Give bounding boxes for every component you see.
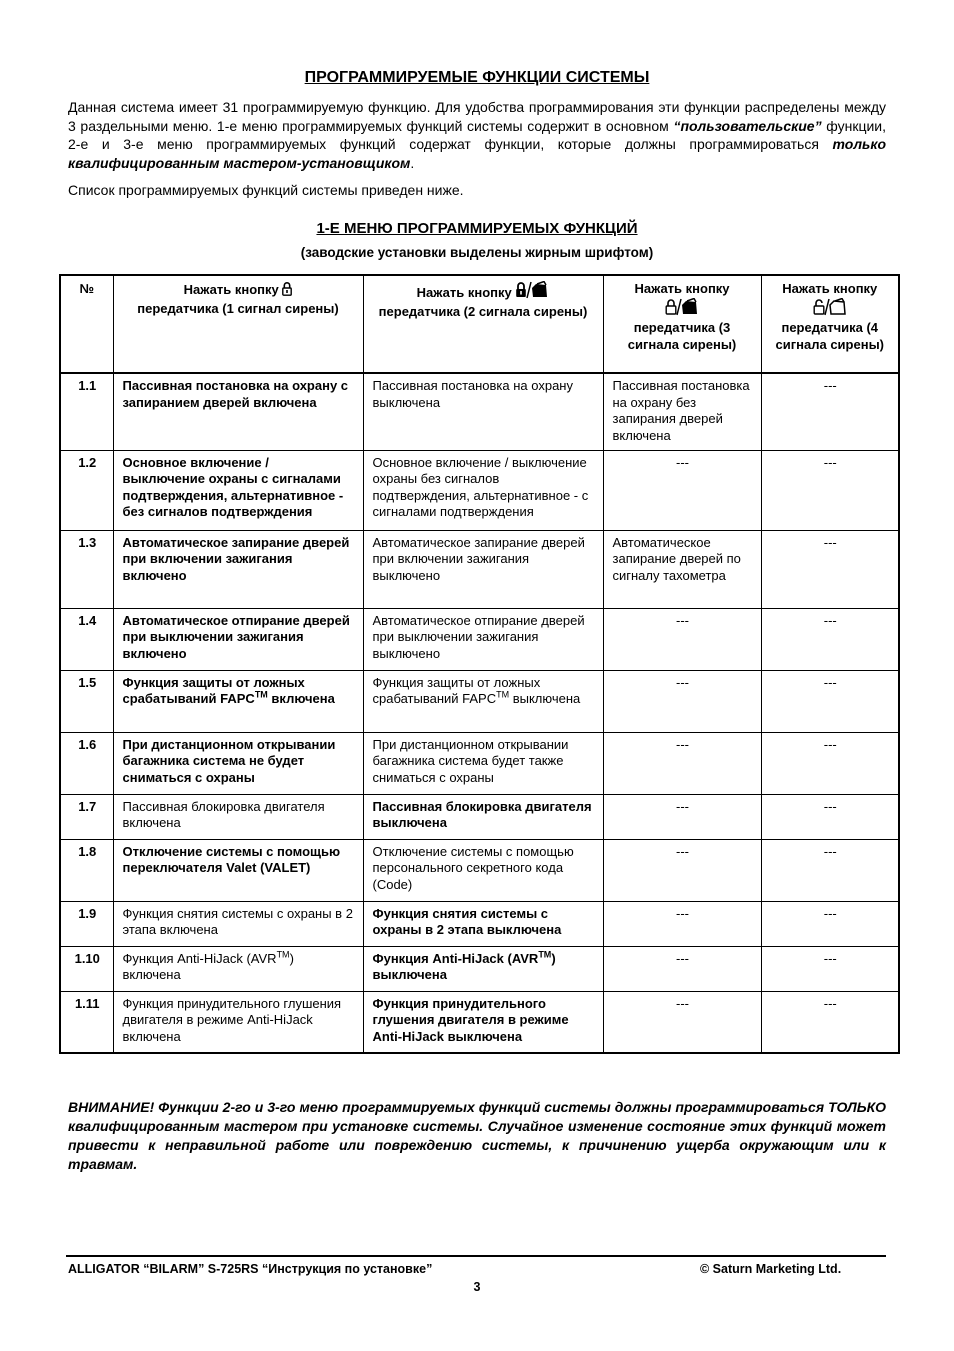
row-option-4: ---: [761, 794, 899, 839]
row-option-1: Автоматическое отпирание дверей при выключении зажигания включено: [113, 608, 363, 670]
row-option-2: Пассивная блокировка двигателя выключена: [363, 794, 603, 839]
header-col1-press: Нажать кнопку: [183, 282, 279, 297]
table-row: [60, 608, 899, 670]
page-number: 3: [473, 1280, 481, 1294]
row-option-3: ---: [603, 608, 761, 670]
table-row: [60, 794, 899, 839]
header-col4: [761, 275, 899, 373]
trademark-mark: TM: [496, 689, 510, 700]
header-col2-press: Нажать кнопку: [416, 285, 512, 300]
table-row: [60, 670, 899, 732]
row-option-3: ---: [603, 946, 761, 991]
row-option-1: При дистанционном открывании багажника система не будет сниматься с охраны: [113, 732, 363, 794]
row-num: 1.9: [60, 901, 113, 946]
menu-subtitle: (заводские установки выделены жирным шрифтом): [300, 245, 654, 260]
row-option-3: ---: [603, 670, 761, 732]
table-row: [60, 991, 899, 1053]
page-title: ПРОГРАММИРУЕМЫЕ ФУНКЦИИ СИСТЕМЫ: [304, 69, 650, 86]
row-option-1: [113, 670, 363, 732]
row-option-3: ---: [603, 450, 761, 530]
row-num: 1.5: [60, 670, 113, 732]
row-num: 1.1: [60, 373, 113, 450]
footer-divider: [66, 1255, 886, 1257]
row-option-2: Автоматическое запирание дверей при включении зажигания выключено: [363, 530, 603, 608]
fapc-text: Функция защиты от ложных срабатываний FAPC: [372, 674, 541, 706]
row-option-3: ---: [603, 901, 761, 946]
header-col2: [363, 275, 603, 373]
table-row: [60, 530, 899, 608]
row-option-1: Пассивная блокировка двигателя включена: [113, 794, 363, 839]
row-num: 1.2: [60, 450, 113, 530]
fapc-state: включена: [267, 691, 335, 706]
trademark-mark: TM: [538, 949, 552, 960]
fapc-state: выключена: [509, 691, 581, 706]
row-option-3: ---: [603, 839, 761, 901]
row-option-4: ---: [761, 991, 899, 1053]
row-option-4: ---: [761, 530, 899, 608]
functions-table: [59, 274, 900, 1054]
trademark-mark: TM: [254, 689, 268, 700]
row-option-1: Автоматическое запирание дверей при включении зажигания включено: [113, 530, 363, 608]
table-row: [60, 373, 899, 450]
row-option-4: ---: [761, 670, 899, 732]
menu-title: 1-Е МЕНЮ ПРОГРАММИРУЕМЫХ ФУНКЦИЙ: [316, 220, 638, 237]
row-option-2: [363, 946, 603, 991]
header-col3: [603, 275, 761, 373]
row-option-4: ---: [761, 946, 899, 991]
lock-trunk-outline-icon: [665, 298, 699, 321]
row-num: 1.6: [60, 732, 113, 794]
row-option-4: ---: [761, 608, 899, 670]
header-col3-rest: передатчика (3 сигнала сирены): [627, 320, 737, 352]
row-option-2: При дистанционном открывании багажника система будет также сниматься с охраны: [363, 732, 603, 794]
row-option-2: Пассивная постановка на охрану выключена: [363, 373, 603, 450]
table-row: [60, 901, 899, 946]
header-num: №: [60, 275, 113, 373]
header-col4-rest: передатчика (4 сигнала сирены): [775, 320, 884, 352]
list-note: Список программируемых функций системы приведен ниже.: [68, 182, 464, 198]
row-option-3: Автоматическое запирание дверей по сигналу тахометра: [603, 530, 761, 608]
intro-text-2: функции, 2-е и 3-е меню программируемых функций содержат функции, которые должны программироваться: [68, 117, 886, 152]
table-row: [60, 450, 899, 530]
intro-emphasis-1: “пользовательские”: [673, 117, 822, 134]
row-num: 1.3: [60, 530, 113, 608]
row-num: 1.11: [60, 991, 113, 1053]
row-option-1: Функция принудительного глушения двигателя в режиме Anti-HiJack включена: [113, 991, 363, 1053]
avr-text: Функция Anti-HiJack (AVR: [122, 950, 277, 966]
row-option-1: [113, 946, 363, 991]
row-option-4: ---: [761, 901, 899, 946]
row-num: 1.7: [60, 794, 113, 839]
header-col1-rest: передатчика (1 сигнал сирены): [137, 300, 339, 316]
row-num: 1.8: [60, 839, 113, 901]
row-option-2: Функция снятия системы с охраны в 2 этапа выключена: [363, 901, 603, 946]
row-option-1: Функция снятия системы с охраны в 2 этапа включена: [113, 901, 363, 946]
row-option-1: Основное включение / выключение охраны с сигналами подтверждения, альтернативное - без сигналов подтверждения: [113, 450, 363, 530]
row-option-4: ---: [761, 839, 899, 901]
table-row: [60, 946, 899, 991]
intro-paragraph: [68, 98, 886, 172]
fapc-text: Функция защиты от ложных срабатываний FAPC: [122, 674, 305, 706]
trademark-mark: TM: [276, 949, 290, 960]
row-option-4: ---: [761, 373, 899, 450]
header-col1: [113, 275, 363, 373]
header-col4-press: Нажать кнопку: [782, 281, 878, 296]
unlock-trunk-icon: [813, 298, 847, 321]
row-option-4: ---: [761, 732, 899, 794]
table-row: [60, 839, 899, 901]
row-option-2: Отключение системы с помощью персонального секретного кода (Code): [363, 839, 603, 901]
footer-document-title: ALLIGATOR “BILARM” S-725RS “Инструкция по установке”: [68, 1262, 433, 1276]
row-option-1: Отключение системы с помощью переключателя Valet (VALET): [113, 839, 363, 901]
row-option-3: Пассивная постановка на охрану без запирания дверей включена: [603, 373, 761, 450]
row-option-2: [363, 670, 603, 732]
lock-trunk-icon: [515, 281, 549, 304]
row-option-3: ---: [603, 732, 761, 794]
intro-emphasis-2: только квалифицированным мастером-установщиком: [68, 136, 886, 171]
intro-text-1: Данная система имеет 31 программируемую функцию. Для удобства программирования эти функции распределены между 3 раздельными меню. 1-е меню программируемых функций системы содержит в основном: [68, 99, 886, 134]
avr-state: ) включена: [122, 950, 294, 982]
header-col2-rest: передатчика (2 сигнала сирены): [378, 303, 588, 319]
row-option-4: ---: [761, 450, 899, 530]
row-option-1: Пассивная постановка на охрану с запиранием дверей включена: [113, 373, 363, 450]
table-header-row: [60, 275, 899, 373]
row-num: 1.10: [60, 946, 113, 991]
header-col3-press: Нажать кнопку: [634, 281, 730, 296]
row-option-2: Основное включение / выключение охраны без сигналов подтверждения, альтернативное - с сигналами подтверждения: [363, 450, 603, 530]
warning-note: ВНИМАНИЕ! Функции 2-го и 3-го меню программируемых функций системы должны программироваться ТОЛЬКО квалифицированным мастером при установке системы. Случайное изменение состояние этих функций может привести к неправильной работе или повреждению системы, к причинению ущерба окружающим или к травмам.: [68, 1099, 886, 1172]
table-row: [60, 732, 899, 794]
avr-state: ) выключена: [372, 950, 556, 982]
row-option-2: Автоматическое отпирание дверей при выключении зажигания выключено: [363, 608, 603, 670]
footer-copyright: © Saturn Marketing Ltd.: [700, 1262, 842, 1276]
row-num: 1.4: [60, 608, 113, 670]
intro-text-3: .: [410, 154, 415, 171]
row-option-3: ---: [603, 794, 761, 839]
row-option-2: Функция принудительного глушения двигателя в режиме Anti-HiJack выключена: [363, 991, 603, 1053]
lock-icon: [282, 281, 292, 301]
avr-text: Функция Anti-HiJack (AVR: [372, 950, 539, 966]
row-option-3: ---: [603, 991, 761, 1053]
